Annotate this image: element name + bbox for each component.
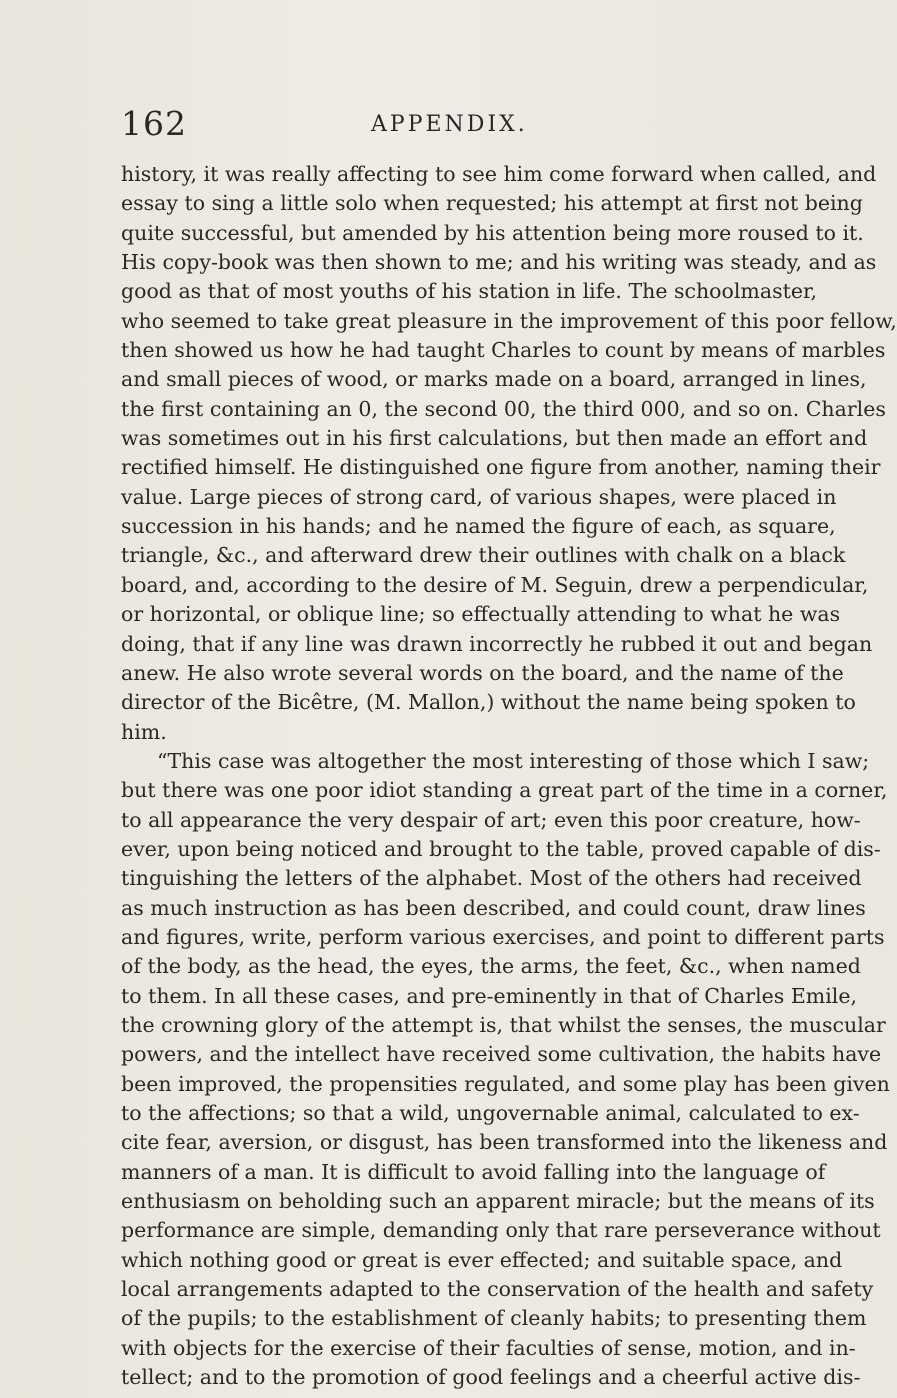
- text-line: enthusiasm on beholding such an apparent miracle; but the means of its: [121, 1189, 875, 1214]
- text-line: or horizontal, or oblique line; so effectually attending to what he was: [121, 602, 841, 627]
- text-line: quite successful, but amended by his attention being more roused to it.: [121, 220, 864, 245]
- text-line: performance are simple, demanding only that rare perseverance without: [121, 1218, 881, 1243]
- text-line: as much instruction as has been described, and could count, draw lines: [121, 895, 866, 920]
- text-line: was sometimes out in his first calculations, but then made an effort and: [121, 426, 868, 451]
- page-header: [121, 104, 761, 144]
- text-line: anew. He also wrote several words on the board, and the name of the: [121, 660, 844, 685]
- text-line: of the body, as the head, the eyes, the arms, the feet, &c., when named: [121, 954, 861, 979]
- text-line: with objects for the exercise of their faculties of sense, motion, and in-: [121, 1335, 856, 1360]
- text-line: and figures, write, perform various exercises, and point to different parts: [121, 924, 885, 949]
- text-line: cite fear, aversion, or disgust, has been transformed into the likeness and: [121, 1130, 888, 1155]
- text-line: been improved, the propensities regulated, and some play has been given: [121, 1071, 890, 1096]
- text-line: which nothing good or great is ever effected; and suitable space, and: [121, 1247, 843, 1272]
- text-line: manners of a man. It is difficult to avoid falling into the language of: [121, 1159, 826, 1184]
- text-line: doing, that if any line was drawn incorrectly he rubbed it out and began: [121, 631, 873, 656]
- paragraph-start-line: “This case was altogether the most interesting of those which I saw;: [157, 748, 870, 773]
- text-line: tinguishing the letters of the alphabet. Most of the others had received: [121, 866, 862, 891]
- text-line: triangle, &c., and afterward drew their outlines with chalk on a black: [121, 543, 846, 568]
- paragraph-end-line: him.: [121, 719, 167, 744]
- text-line: ever, upon being noticed and brought to the table, proved capable of dis-: [121, 836, 881, 861]
- text-line: but there was one poor idiot standing a great part of the time in a corner,: [121, 778, 888, 803]
- text-line: of the pupils; to the establishment of cleanly habits; to presenting them: [121, 1306, 867, 1331]
- text-line: who seemed to take great pleasure in the improvement of this poor fellow,: [121, 308, 897, 333]
- text-line: then showed us how he had taught Charles to count by means of marbles: [121, 338, 886, 363]
- text-line: local arrangements adapted to the conservation of the health and safety: [121, 1277, 874, 1302]
- text-line: history, it was really affecting to see him come forward when called, and: [121, 162, 877, 186]
- text-line: succession in his hands; and he named the figure of each, as square,: [121, 514, 836, 539]
- text-line: the first containing an 0, the second 00, the third 000, and so on. Charles: [121, 396, 886, 421]
- text-line: value. Large pieces of strong card, of various shapes, were placed in: [121, 484, 837, 509]
- text-line: powers, and the intellect have received some cultivation, the habits have: [121, 1042, 882, 1067]
- text-line: to the affections; so that a wild, ungovernable animal, calculated to ex-: [121, 1101, 860, 1125]
- body-text: [121, 160, 897, 1392]
- text-line: board, and, according to the desire of M. Seguin, drew a perpendicular,: [121, 572, 869, 597]
- page-number: 162: [121, 104, 187, 143]
- text-line: rectified himself. He distinguished one figure from another, naming their: [121, 455, 881, 480]
- text-line: His copy-book was then shown to me; and his writing was steady, and as: [121, 250, 877, 275]
- text-line: essay to sing a little solo when requested; his attempt at first not being: [121, 191, 863, 216]
- text-line: and small pieces of wood, or marks made on a board, arranged in lines,: [121, 367, 867, 392]
- text-line: the crowning glory of the attempt is, that whilst the senses, the muscular: [121, 1012, 886, 1037]
- text-line: good as that of most youths of his station in life. The schoolmaster,: [121, 279, 818, 304]
- text-line: director of the Bicêtre, (M. Mallon,) without the name being spoken to: [121, 690, 856, 715]
- text-line: to them. In all these cases, and pre-eminently in that of Charles Emile,: [121, 983, 857, 1008]
- running-head: APPENDIX.: [371, 112, 528, 137]
- text-line: to all appearance the very despair of art; even this poor creature, how-: [121, 807, 861, 832]
- text-line: tellect; and to the promotion of good feelings and a cheerful active dis-: [121, 1365, 861, 1390]
